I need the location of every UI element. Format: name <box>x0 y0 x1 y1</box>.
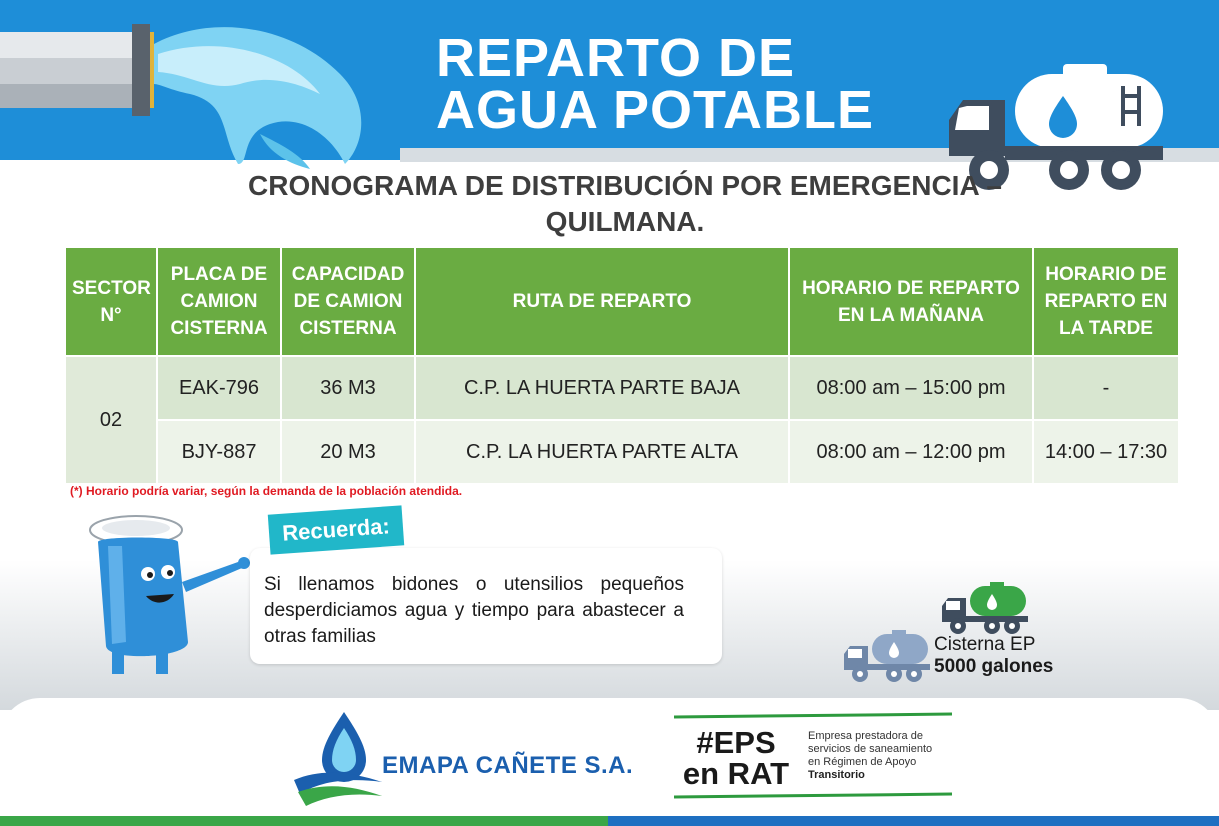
main-title-line1: REPARTO DE <box>436 28 796 88</box>
ruta-cell: C.P. LA HUERTA PARTE ALTA <box>415 420 789 484</box>
schedule-note: (*) Horario podría variar, según la demanda de la población atendida. <box>70 484 463 498</box>
cisterna-name: Cisterna EP <box>934 634 1036 655</box>
horario-manana-cell: 08:00 am – 12:00 pm <box>789 420 1033 484</box>
eps-desc-line4: Transitorio <box>808 769 865 781</box>
header-horario-tarde: HORARIO DE REPARTO EN LA TARDE <box>1033 247 1179 356</box>
placa-cell: BJY-887 <box>157 420 281 484</box>
reminder-text: Si llenamos bidones o utensilios pequeños desperdiciamos agua y tiempo para abastecer a otras familias <box>264 574 684 647</box>
eps-desc-line3: en Régimen de Apoyo <box>808 756 917 768</box>
footer-stripe-blue <box>608 816 1219 826</box>
table-row <box>65 420 1179 484</box>
horario-manana-cell: 08:00 am – 15:00 pm <box>789 356 1033 420</box>
horario-tarde-cell: - <box>1033 356 1179 420</box>
footer-stripe-green <box>0 816 608 826</box>
subtitle-line2: QUILMANA. <box>545 206 705 237</box>
table-header-row <box>65 247 1179 356</box>
capacidad-cell: 20 M3 <box>281 420 415 484</box>
eps-desc-line1: Empresa prestadora de <box>808 730 923 742</box>
eps-desc-line2: servicios de saneamiento <box>808 743 933 755</box>
page-subtitle <box>60 168 1190 240</box>
placa-cell: EAK-796 <box>157 356 281 420</box>
distribution-schedule-table <box>64 246 1180 485</box>
table-row <box>65 356 1179 420</box>
water-drop-logo-icon <box>292 710 384 810</box>
header-capacidad: CAPACIDAD DE CAMION CISTERNA <box>281 247 415 356</box>
main-title <box>436 28 874 140</box>
header-placa: PLACA DE CAMION CISTERNA <box>157 247 281 356</box>
header-horario-manana: HORARIO DE REPARTO EN LA MAÑANA <box>789 247 1033 356</box>
header-ruta: RUTA DE REPARTO <box>415 247 789 356</box>
ruta-cell: C.P. LA HUERTA PARTE BAJA <box>415 356 789 420</box>
header-sector: SECTOR N° <box>65 247 157 356</box>
emapa-brand-name: EMAPA CAÑETE S.A. <box>382 752 634 779</box>
water-pipe-icon <box>0 14 390 174</box>
water-tanker-truck-icon <box>940 580 1030 636</box>
recuerda-tag: Recuerda: <box>268 505 404 554</box>
sector-cell: 02 <box>65 356 157 484</box>
subtitle-line1: CRONOGRAMA DE DISTRIBUCIÓN POR EMERGENCIA – <box>248 170 1002 201</box>
water-tanker-truck-icon <box>842 628 932 684</box>
water-bottle-mascot-icon <box>88 512 254 676</box>
horario-tarde-cell: 14:00 – 17:30 <box>1033 420 1179 484</box>
capacidad-cell: 36 M3 <box>281 356 415 420</box>
main-title-line2: AGUA POTABLE <box>436 80 874 140</box>
cisterna-capacity: 5000 galones <box>934 656 1054 677</box>
eps-hashtag: #EPS en RAT <box>682 725 790 791</box>
eps-description <box>808 730 958 782</box>
